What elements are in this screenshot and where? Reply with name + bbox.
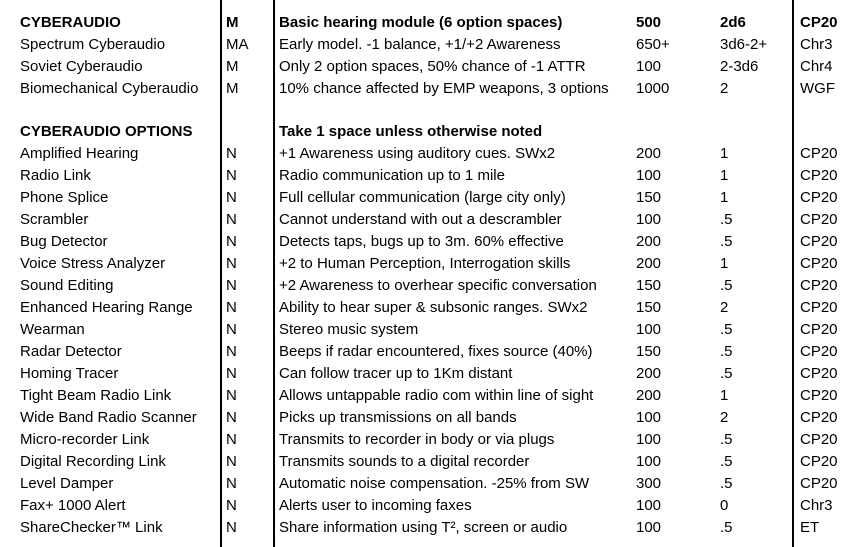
item-name: Radar Detector [20, 343, 122, 360]
item-source: CP20 [800, 189, 838, 206]
item-type: N [226, 299, 237, 316]
item-name: Wide Band Radio Scanner [20, 409, 197, 426]
item-source: ET [800, 519, 820, 536]
section-title: CYBERAUDIO OPTIONS [20, 123, 193, 140]
item-description: Picks up transmissions on all bands [279, 409, 517, 426]
item-humanity-cost: 3d6-2+ [720, 36, 768, 53]
item-cost: 200 [636, 233, 662, 250]
table-row [0, 143, 857, 165]
item-name: Wearman [20, 321, 85, 338]
item-type: N [226, 475, 237, 492]
item-source: CP20 [800, 365, 838, 382]
item-type: MA [226, 36, 249, 53]
item-cost: 500 [636, 14, 662, 31]
item-source: Chr3 [800, 497, 833, 514]
item-name: Phone Splice [20, 189, 109, 206]
item-humanity-cost: 2 [720, 80, 729, 97]
item-type: N [226, 321, 237, 338]
item-type: N [226, 387, 237, 404]
table-row-header [0, 121, 857, 143]
table-row [0, 187, 857, 209]
item-cost: 650+ [636, 36, 670, 53]
item-description: +2 to Human Perception, Interrogation skills [279, 255, 571, 272]
item-source: CP20 [800, 475, 838, 492]
item-cost: 150 [636, 189, 662, 206]
item-description: 10% chance affected by EMP weapons, 3 options [279, 80, 609, 97]
item-cost: 300 [636, 475, 662, 492]
item-source: CP20 [800, 453, 838, 470]
item-humanity-cost: .5 [720, 321, 733, 338]
item-source: CP20 [800, 299, 838, 316]
item-humanity-cost: .5 [720, 475, 733, 492]
item-humanity-cost: 0 [720, 497, 729, 514]
item-source: CP20 [800, 211, 838, 228]
item-description: Ability to hear super & subsonic ranges. SWx2 [279, 299, 588, 316]
item-cost: 100 [636, 211, 662, 228]
item-description: Detects taps, bugs up to 3m. 60% effective [279, 233, 564, 250]
item-type: N [226, 365, 237, 382]
item-type: N [226, 431, 237, 448]
item-type: N [226, 343, 237, 360]
item-name: Biomechanical Cyberaudio [20, 80, 199, 97]
table-row [0, 517, 857, 539]
table-row [0, 56, 857, 78]
item-type: N [226, 277, 237, 294]
item-humanity-cost: .5 [720, 211, 733, 228]
item-humanity-cost: 2 [720, 299, 729, 316]
item-cost: 100 [636, 431, 662, 448]
item-source: CP20 [800, 343, 838, 360]
item-source: CP20 [800, 255, 838, 272]
item-source: CP20 [800, 14, 838, 31]
item-humanity-cost: .5 [720, 277, 733, 294]
item-humanity-cost: 1 [720, 255, 729, 272]
item-cost: 100 [636, 167, 662, 184]
item-name: Level Damper [20, 475, 114, 492]
item-name: Tight Beam Radio Link [20, 387, 172, 404]
item-description: +2 Awareness to overhear specific conversation [279, 277, 597, 294]
item-name: CYBERAUDIO [20, 14, 121, 31]
item-type: N [226, 233, 237, 250]
item-humanity-cost: 1 [720, 387, 729, 404]
item-type: N [226, 453, 237, 470]
table-row [0, 253, 857, 275]
item-type: N [226, 167, 237, 184]
item-cost: 100 [636, 58, 662, 75]
item-humanity-cost: .5 [720, 343, 733, 360]
item-description: Only 2 option spaces, 50% chance of -1 ATTR [279, 58, 586, 75]
item-description: Early model. -1 balance, +1/+2 Awareness [279, 36, 561, 53]
item-type: M [226, 14, 239, 31]
item-description: Automatic noise compensation. -25% from SW [279, 475, 590, 492]
item-cost: 150 [636, 277, 662, 294]
item-name: Voice Stress Analyzer [20, 255, 166, 272]
table-row-header [0, 12, 857, 34]
item-humanity-cost: .5 [720, 365, 733, 382]
item-description: Beeps if radar encountered, fixes source (40%) [279, 343, 593, 360]
item-source: CP20 [800, 409, 838, 426]
item-source: CP20 [800, 387, 838, 404]
item-description: Radio communication up to 1 mile [279, 167, 505, 184]
table-row [0, 165, 857, 187]
section-note: Take 1 space unless otherwise noted [279, 123, 543, 140]
item-type: N [226, 255, 237, 272]
item-cost: 100 [636, 497, 662, 514]
item-description: Basic hearing module (6 option spaces) [279, 14, 563, 31]
item-name: Spectrum Cyberaudio [20, 36, 166, 53]
item-name: Soviet Cyberaudio [20, 58, 143, 75]
item-description: Stereo music system [279, 321, 419, 338]
item-description: Transmits sounds to a digital recorder [279, 453, 530, 470]
item-name: Fax+ 1000 Alert [20, 497, 126, 514]
item-type: N [226, 211, 237, 228]
item-description: Full cellular communication (large city only) [279, 189, 566, 206]
item-name: Bug Detector [20, 233, 108, 250]
item-humanity-cost: .5 [720, 453, 733, 470]
item-description: Allows untappable radio com within line of sight [279, 387, 594, 404]
item-name: Enhanced Hearing Range [20, 299, 193, 316]
item-description: +1 Awareness using auditory cues. SWx2 [279, 145, 556, 162]
item-humanity-cost: 2 [720, 409, 729, 426]
item-cost: 200 [636, 255, 662, 272]
item-type: N [226, 189, 237, 206]
item-humanity-cost: 1 [720, 167, 729, 184]
item-name: Homing Tracer [20, 365, 119, 382]
item-source: CP20 [800, 277, 838, 294]
item-humanity-cost: .5 [720, 233, 733, 250]
item-source: CP20 [800, 321, 838, 338]
item-humanity-cost: 1 [720, 189, 729, 206]
item-name: Sound Editing [20, 277, 114, 294]
item-cost: 150 [636, 343, 662, 360]
item-source: CP20 [800, 145, 838, 162]
item-description: Can follow tracer up to 1Km distant [279, 365, 513, 382]
item-humanity-cost: .5 [720, 519, 733, 536]
table-row [0, 495, 857, 517]
item-source: Chr3 [800, 36, 833, 53]
item-name: Amplified Hearing [20, 145, 139, 162]
item-description: Cannot understand with out a descrambler [279, 211, 562, 228]
item-cost: 100 [636, 453, 662, 470]
item-humanity-cost: .5 [720, 431, 733, 448]
item-cost: 100 [636, 321, 662, 338]
item-humanity-cost: 2-3d6 [720, 58, 759, 75]
table-row [0, 78, 857, 100]
table-row [0, 341, 857, 363]
item-type: M [226, 80, 239, 97]
item-name: ShareChecker™ Link [20, 519, 163, 536]
item-source: CP20 [800, 431, 838, 448]
item-cost: 200 [636, 365, 662, 382]
item-description: Transmits to recorder in body or via plugs [279, 431, 555, 448]
table-row [0, 209, 857, 231]
item-cost: 100 [636, 409, 662, 426]
item-cost: 150 [636, 299, 662, 316]
table-row [0, 34, 857, 56]
item-name: Digital Recording Link [20, 453, 166, 470]
item-humanity-cost: 2d6 [720, 14, 746, 31]
item-cost: 100 [636, 519, 662, 536]
table-row [0, 275, 857, 297]
item-description: Share information using T², screen or audio [279, 519, 568, 536]
item-type: N [226, 519, 237, 536]
table-row [0, 297, 857, 319]
item-type: N [226, 497, 237, 514]
table-row [0, 473, 857, 495]
item-description: Alerts user to incoming faxes [279, 497, 472, 514]
item-source: WGF [800, 80, 835, 97]
item-type: N [226, 409, 237, 426]
table-row [0, 451, 857, 473]
item-cost: 1000 [636, 80, 670, 97]
item-type: M [226, 58, 239, 75]
item-type: N [226, 145, 237, 162]
item-humanity-cost: 1 [720, 145, 729, 162]
table-row [0, 407, 857, 429]
table-row [0, 385, 857, 407]
table-row [0, 319, 857, 341]
item-name: Radio Link [20, 167, 91, 184]
item-source: CP20 [800, 167, 838, 184]
item-cost: 200 [636, 145, 662, 162]
item-cost: 200 [636, 387, 662, 404]
item-name: Scrambler [20, 211, 89, 228]
table-row [0, 363, 857, 385]
table-row [0, 429, 857, 451]
item-source: Chr4 [800, 58, 833, 75]
item-source: CP20 [800, 233, 838, 250]
item-name: Micro-recorder Link [20, 431, 150, 448]
table-row [0, 231, 857, 253]
